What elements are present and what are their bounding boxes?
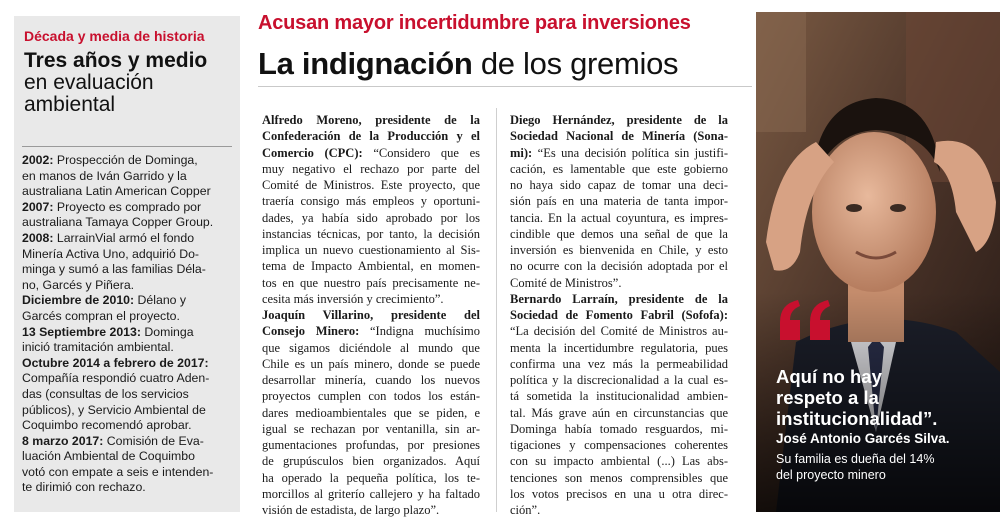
quote-block-villarino: [262, 307, 480, 518]
text-line: Sociedad Nacional de Minería (Sona-: [510, 129, 728, 144]
text-line: Confederación de la Producción y el: [262, 129, 480, 144]
timeline-text: Garcés compran el proyecto.: [22, 308, 180, 323]
timeline-text: Minería Activa Uno, adquirió Do-: [22, 246, 200, 261]
caption-line: del proyecto minero: [776, 468, 886, 482]
text-line: que sigamos diciéndole al mundo que: [262, 340, 480, 355]
text-line: de grupúsculos bien organizados. Aquí: [262, 454, 480, 469]
text-line: Diego Hernández, presidente de la: [510, 113, 728, 127]
header-rule: [258, 86, 752, 87]
timeline-date: Diciembre de 2010:: [22, 293, 135, 308]
text-line: cación, es lamentable que este gobierno: [510, 161, 728, 176]
timeline-date: Octubre 2014 a febrero de 2017:: [22, 355, 209, 370]
text-line: “La decisión del Comité de Ministros au-: [510, 324, 728, 339]
timeline-date: 2002:: [22, 153, 54, 167]
text-line: no haya sido capaz de tomar una deci-: [510, 178, 728, 192]
timeline-text: te dirimió con rechazo.: [22, 480, 146, 495]
timeline-sidebar: [14, 16, 240, 512]
article-kicker: Acusan mayor incertidumbre para inversiones: [258, 12, 691, 34]
text-line: con su impacto ambiental (...) Las abs-: [510, 454, 728, 469]
text-line: cesita más inversión y crecimiento”.: [262, 291, 444, 306]
text-line: Joaquín Villarino, presidente del: [262, 308, 480, 322]
text-line: los votos precisos en una u otra direc-: [510, 486, 728, 501]
text-line: gumentaciones profundas, por presiones: [262, 438, 480, 452]
timeline-date: 13 Septiembre 2013:: [22, 324, 141, 339]
timeline-text: Coquimbo recomendó aprobar.: [22, 418, 192, 433]
text-line: proyectos cumplen con todos los están-: [262, 389, 480, 404]
quote-mark-icon: [776, 300, 836, 340]
text-line: tal. Más grave aún en circunstancias que: [510, 405, 728, 420]
headline-bold: La indignación: [258, 46, 473, 81]
text-line: tenciones son menos comprensibles que: [510, 470, 728, 485]
timeline-text: luación Ambiental de Coquimbo: [22, 449, 195, 464]
text-line: instancias técnicas, por tanto, la decisión: [262, 226, 480, 241]
speaker-tail: Consejo Minero:: [262, 324, 360, 339]
text-line: Comité de Ministros”.: [510, 275, 622, 290]
text-line: cindible que demos una señal de que la: [510, 226, 728, 241]
timeline-text: inició tramitación ambiental.: [22, 340, 174, 355]
text-line: inversión es bienvenida en Chile, y esto: [510, 243, 728, 257]
text-line: menta la incertidumbre regulatoria, pues: [510, 340, 728, 355]
speaker-tail: Comercio (CPC):: [262, 145, 363, 160]
text-line-mixed: [262, 323, 480, 339]
pull-quote-line: respeto a la: [776, 387, 879, 408]
sidebar-kicker: Década y media de historia: [24, 28, 205, 44]
quote-start: “Es una decisión política sin justifi-: [537, 145, 728, 160]
text-line: visión de estadista, de largo plazo”.: [262, 503, 440, 517]
text-line: política y la discrecionalidad a la cual es-: [510, 373, 728, 387]
text-line: Dominga había tomado resguardos, mi-: [510, 421, 728, 436]
timeline-text: das (consultas de los servicios: [22, 386, 189, 401]
timeline-entry: [22, 231, 238, 247]
timeline-text: australiana Tamaya Copper Group.: [22, 215, 214, 230]
article-column-1: [262, 112, 480, 518]
quote-start: “Indigna muchísimo: [370, 324, 480, 339]
article-headline: [258, 46, 678, 82]
text-line: dares medioambientales que se piden, e: [262, 405, 480, 420]
text-line: Chile es un país minero, donde se puede: [262, 356, 480, 371]
timeline-date: 8 marzo 2017:: [22, 433, 104, 448]
timeline-text: australiana Latin American Copper: [22, 184, 211, 199]
text-line: tá sometida la institucionalidad ambien-: [510, 389, 728, 404]
quote-block-hernandez: [510, 112, 728, 291]
text-line: igual se rechazan por ventanilla, sin ar-: [262, 421, 480, 436]
text-line: tema de Impacto Ambiental, en momen-: [262, 259, 480, 274]
timeline-entry: [22, 356, 238, 372]
timeline-text: Compañía respondió cuatro Aden-: [22, 371, 210, 386]
column-divider: [496, 108, 497, 512]
timeline-entry: [22, 325, 238, 341]
text-line: confirma una vez más la permeabilidad: [510, 356, 728, 371]
sidebar-title: [24, 50, 238, 116]
article-column-2: [510, 112, 728, 518]
speaker-tail: mi):: [510, 145, 533, 160]
text-line: muy negativo el rechazo por parte del: [262, 161, 480, 176]
text-line: no ocurre con la decisión adoptada por el: [510, 259, 728, 274]
timeline-entry: [22, 153, 238, 169]
pull-quote-line: institucionalidad”.: [776, 408, 938, 429]
pull-quote-attribution: José Antonio Garcés Silva.: [776, 431, 950, 446]
timeline-list: [22, 153, 238, 496]
timeline-entry: [22, 293, 238, 309]
timeline-text: no, Garcés y Piñera.: [22, 277, 135, 292]
pull-quote-caption: [776, 451, 976, 483]
timeline-text: LarrainVial armó el fondo: [56, 230, 195, 245]
timeline-entry: [22, 434, 238, 450]
timeline-text: en manos de Iván Garrido y la: [22, 168, 187, 183]
text-line: morcillos al griterío callejero y ha faltado: [262, 486, 480, 501]
quote-block-moreno: [262, 112, 480, 307]
text-line: dades, ya había sido aprobado por los: [262, 210, 480, 225]
quote-start: “Considero que es: [373, 145, 480, 160]
sidebar-title-light-2: ambiental: [24, 93, 116, 116]
text-line: desarrollar minería, cuando los nuevos: [262, 373, 480, 387]
pull-quote-line: Aquí no hay: [776, 366, 882, 387]
timeline-text: públicos), y Servicio Ambiental de: [22, 402, 206, 417]
text-line-mixed: [262, 145, 480, 161]
timeline-text: minga y sumó a las familias Déla-: [22, 262, 206, 277]
text-line: Alfredo Moreno, presidente de la: [262, 113, 480, 127]
headline-light: de los gremios: [472, 46, 679, 81]
sidebar-title-light-1: en evaluación: [24, 71, 154, 94]
text-line: ha operado la pequeña política, los te-: [262, 470, 480, 485]
text-line: Comité de Ministros. Este proyecto, que: [262, 178, 480, 192]
timeline-text: Proyecto es comprado por: [56, 199, 202, 214]
timeline-text: Délano y: [137, 293, 187, 308]
text-line: Bernardo Larraín, presidente de la: [510, 291, 728, 306]
text-line: tancia. En la actual coyuntura, es impres-: [510, 210, 728, 225]
text-line: implica un nuevo cuestionamiento al Sis-: [262, 243, 480, 257]
quote-block-larrain: [510, 291, 728, 519]
caption-line: Su familia es dueña del 14%: [776, 452, 935, 466]
sidebar-title-bold: Tres años y medio: [24, 49, 208, 72]
timeline-date: 2007:: [22, 199, 54, 214]
timeline-text: Comisión de Eva-: [106, 433, 204, 448]
timeline-date: 2008:: [22, 230, 54, 245]
timeline-text: Dominga: [144, 324, 194, 339]
text-line: traería consigo más empleos y oportuni-: [262, 194, 480, 209]
timeline-text: votó con empate a seis e intenden-: [22, 464, 214, 479]
text-line: ción”.: [510, 503, 541, 517]
timeline-text: Prospección de Dominga,: [56, 153, 198, 167]
text-line: tos en que nuestro país precisamente ne-: [262, 275, 480, 290]
sidebar-divider: [22, 146, 232, 147]
text-line-mixed: [510, 145, 728, 161]
text-line: tigaciones y compensaciones coherentes: [510, 438, 728, 452]
text-line: sión país en una materia de tanta impor-: [510, 194, 728, 209]
timeline-entry: [22, 200, 238, 216]
text-line: Sociedad de Fomento Fabril (Sofofa):: [510, 308, 728, 322]
pull-quote: [776, 366, 996, 429]
